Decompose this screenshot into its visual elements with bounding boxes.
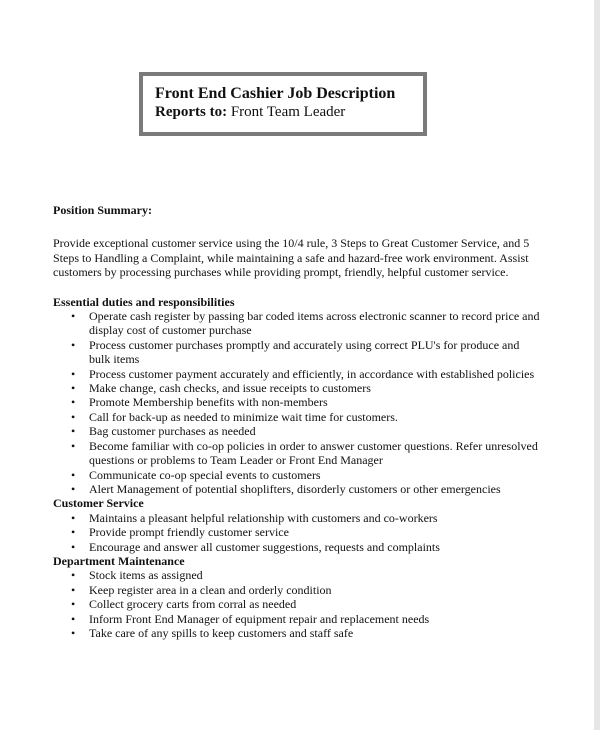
list-item: • Bag customer purchases as needed (89, 424, 541, 438)
reports-to-line (155, 103, 423, 122)
page-edge (594, 0, 600, 730)
list-item: • Stock items as assigned (89, 568, 541, 582)
list-item: • Keep register area in a clean and orderly condition (89, 583, 541, 597)
list-item: • Take care of any spills to keep customers and staff safe (89, 626, 541, 640)
duties-list (53, 309, 541, 496)
list-item: • Process customer payment accurately and efficiently, in accordance with established policies (89, 367, 541, 381)
list-item: • Become familiar with co-op policies in order to answer customer questions. Refer unresolved questions or problems to Team Leader or Front End Manager (89, 439, 541, 468)
document-body (53, 203, 541, 640)
reports-to-value: Front Team Leader (230, 104, 346, 120)
position-summary-text: Provide exceptional customer service using the 10/4 rule, 3 Steps to Great Customer Service, and 5 Steps to Handling a Complaint, while maintaining a safe and hazard-free work environment. Assist customers by processing purchases while providing prompt, friendly, helpful customer service. (53, 236, 530, 280)
list-item: • Promote Membership benefits with non-members (89, 395, 541, 409)
list-item: • Operate cash register by passing bar coded items across electronic scanner to record price and display cost of customer purchase (89, 309, 541, 338)
title-box (139, 72, 427, 136)
list-item: • Provide prompt friendly customer service (89, 525, 541, 539)
section-heading-department-maintenance: Department Maintenance (53, 553, 185, 568)
reports-to-label: Reports to: (155, 104, 228, 120)
list-item: • Make change, cash checks, and issue receipts to customers (89, 381, 541, 395)
list-item: • Process customer purchases promptly and accurately using correct PLU's for produce and bulk items (89, 338, 541, 367)
list-item: • Inform Front End Manager of equipment repair and replacement needs (89, 612, 541, 626)
maintenance-list (53, 568, 541, 640)
list-item: • Communicate co-op special events to customers (89, 468, 541, 482)
list-item: • Maintains a pleasant helpful relationship with customers and co-workers (89, 511, 541, 525)
document-title: Front End Cashier Job Description (155, 85, 396, 102)
position-summary-label: Position Summary: (53, 203, 152, 217)
customer-service-list (53, 511, 541, 554)
list-item: • Encourage and answer all customer suggestions, requests and complaints (89, 540, 541, 554)
list-item: • Alert Management of potential shoplifters, disorderly customers or other emergencies (89, 482, 541, 496)
section-heading-duties: Essential duties and responsibilities (53, 294, 235, 309)
list-item: • Call for back-up as needed to minimize wait time for customers. (89, 410, 541, 424)
list-item: • Collect grocery carts from corral as needed (89, 597, 541, 611)
section-heading-customer-service: Customer Service (53, 496, 144, 511)
